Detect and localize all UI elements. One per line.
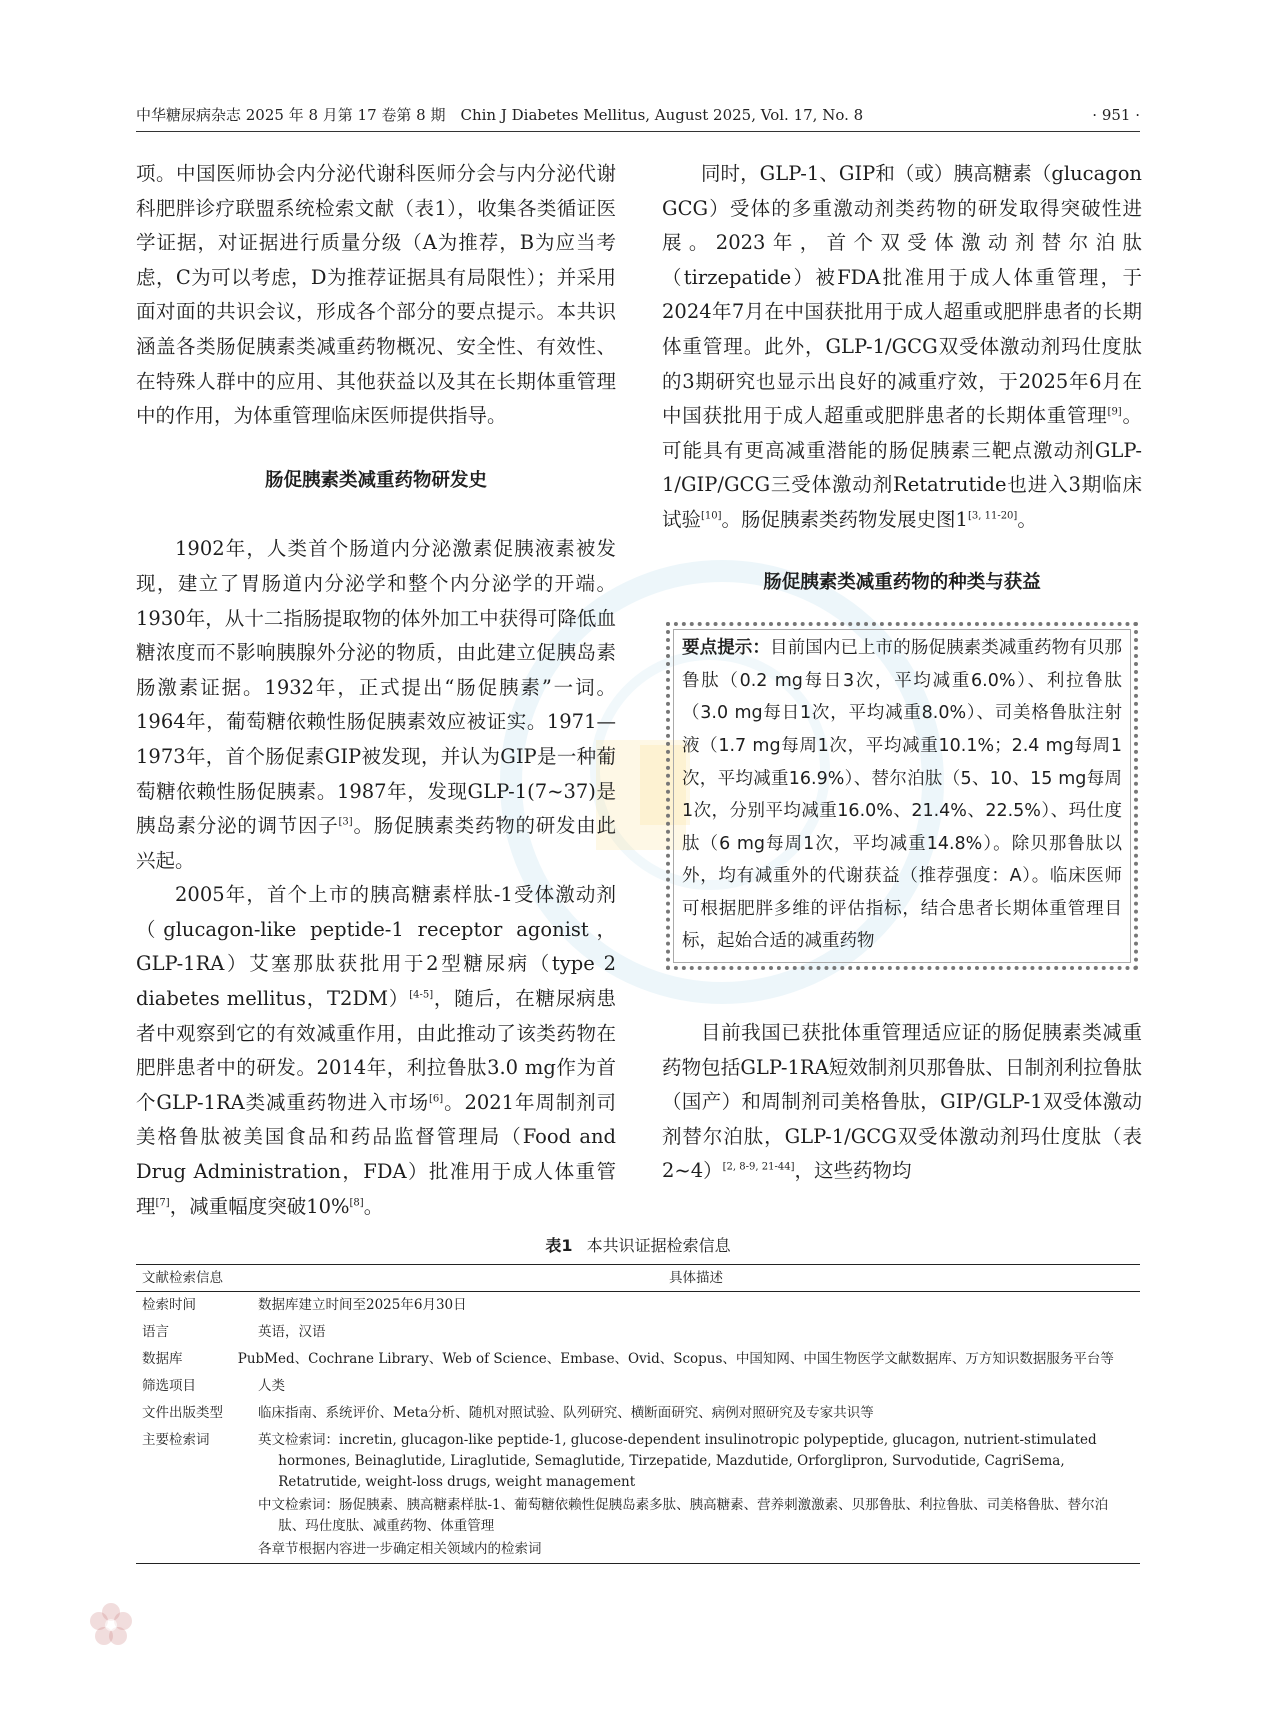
page-number: · 951 ·: [1092, 106, 1140, 124]
left-column: [136, 157, 616, 1224]
table-row: [136, 1319, 1140, 1346]
publisher-watermark: [86, 1600, 606, 1650]
key-points-label: 要点提示：: [682, 638, 771, 659]
keywords-note: 各章节根据内容进一步确定相关领域内的检索词: [258, 1541, 542, 1557]
paragraph-history-1902: 1902年，人类首个肠道内分泌激素促胰液素被发现，建立了胃肠道内分泌学和整个内分泌学的开端。1930年，从十二指肠提取物的体外加工中获得可降低血糖浓度而不影响胰腺外分泌的物质，由此建立促胰岛素肠激素证据。1932年，正式提出“肠促胰素”一词。1964年，葡萄糖依赖性肠促胰素效应被证实。1971—1973年，首个肠促素GIP被发现，并认为GIP是一种葡萄糖依赖性肠促胰素。1987年，发现GLP-1(7~37)是胰岛素分泌的调节因子[3]。肠促胰素类药物的研发由此兴起。: [136, 537, 616, 872]
table-cell-label: 主要检索词: [136, 1427, 252, 1564]
section-heading-types-benefits: 肠促胰素类减重药物的种类与获益: [763, 571, 1041, 593]
table-1-search-info: [136, 1264, 1140, 1564]
right-column: [662, 157, 1142, 1189]
citation-ref: [10]: [701, 510, 722, 522]
flower-logo-icon: [86, 1600, 136, 1650]
header-rule: [136, 131, 1140, 132]
table-cell-label: 文件出版类型: [142, 1405, 223, 1421]
table-header-info: 文献检索信息: [136, 1265, 252, 1292]
running-header: [136, 102, 1140, 128]
table-cell-value: 临床指南、系统评价、Meta分析、随机对照试验、队列研究、横断面研究、病例对照研究及专家共识等: [258, 1405, 874, 1421]
paragraph-approved-drugs: 目前我国已获批体重管理适应证的肠促胰素类减重药物包括GLP-1RA短效制剂贝那鲁肽、日制剂利拉鲁肽（国产）和周制剂司美格鲁肽，GIP/GLP-1双受体激动剂替尔泊肽，GLP-1/GCG双受体激动剂玛仕度肽（表2~4）[2, 8-9, 21-44]，这些药物均: [662, 1021, 1142, 1183]
citation-ref: [7]: [155, 1197, 170, 1209]
keywords-chinese: 中文检索词：肠促胰素、胰高糖素样肽-1、葡萄糖依赖性促胰岛素多肽、胰高糖素、营养刺激激素、贝那鲁肽、利拉鲁肽、司美格鲁肽、替尔泊肽、玛仕度肽、减重药物、体重管理: [258, 1497, 1109, 1534]
paragraph-intro-continued: 项。中国医师协会内分泌代谢科医师分会与内分泌代谢科肥胖诊疗联盟系统检索文献（表1），收集各类循证医学证据，对证据进行质量分级（A为推荐，B为应当考虑，C为可以考虑，D为推荐证据具有局限性）；并采用面对面的共识会议，形成各个部分的要点提示。本共识涵盖各类肠促胰素类减重药物概况、安全性、有效性、在特殊人群中的应用、其他获益以及其在长期体重管理中的作用，为体重管理临床医师提供指导。: [136, 162, 616, 428]
table-row: [136, 1292, 1140, 1320]
table-row: [136, 1346, 1140, 1373]
table-row: [136, 1373, 1140, 1400]
key-points-box: [666, 622, 1138, 970]
table-cell-label: 检索时间: [142, 1297, 196, 1313]
table-cell-label: 数据库: [142, 1351, 183, 1367]
table-cell-label: 筛选项目: [142, 1378, 196, 1394]
table-1-caption: [136, 1234, 1140, 1258]
citation-ref: [6]: [429, 1093, 444, 1105]
table-cell-value: PubMed、Cochrane Library、Web of Science、Embase、Ovid、Scopus、中国知网、中国生物医学文献数据库、万方知识数据服务平台等: [237, 1351, 1114, 1367]
table-header-description: 具体描述: [252, 1265, 1140, 1292]
table-row-keywords: [136, 1427, 1140, 1564]
citation-ref: [2, 8-9, 21-44]: [722, 1161, 795, 1173]
keywords-english: 英文检索词：incretin, glucagon-like peptide-1, glucose-dependent insulinotropic polypeptide, glucagon, nutrient-stimulated hormones, Beinaglutide, Liraglutide, Semaglutide, Tirzepatide, Mazdutide, Orforglipron, Survodutide, CagriSema, Retatrutide, weight-loss drugs, weight management: [258, 1432, 1097, 1490]
paragraph-multi-agonists: 同时，GLP-1、GIP和（或）胰高糖素（glucagon GCG）受体的多重激动剂类药物的研发取得突破性进展。2023年，首个双受体激动剂替尔泊肽（tirzepatide）被FDA批准用于成人体重管理，于2024年7月在中国获批用于成人超重或肥胖患者的长期体重管理。此外，GLP-1/GCG双受体激动剂玛仕度肽的3期研究也显示出良好的减重疗效，于2025年6月在中国获批用于成人超重或肥胖患者的长期体重管理[9]。可能具有更高减重潜能的肠促胰素三靶点激动剂GLP-1/GIP/GCG三受体激动剂Retatrutide也进入3期临床试验[10]。肠促胰素类药物发展史图1[3, 11-20]。: [662, 162, 1142, 531]
citation-ref: [3, 11-20]: [967, 510, 1018, 522]
journal-citation: 中华糖尿病杂志 2025 年 8 月第 17 卷第 8 期 Chin J Diabetes Mellitus, August 2025, Vol. 17, No. 8: [136, 106, 864, 124]
table-row: [136, 1400, 1140, 1427]
table-number: 表1: [545, 1236, 573, 1255]
citation-ref: [3]: [338, 816, 353, 828]
citation-ref: [4-5]: [409, 989, 434, 1001]
paragraph-history-2005: 2005年，首个上市的胰高糖素样肽-1受体激动剂（glucagon-like peptide-1 receptor agonist，GLP-1RA）艾塞那肽获批用于2型糖尿病（type 2 diabetes mellitus，T2DM）[4-5]，随后，在糖尿病患者中观察到它的有效减重作用，由此推动了该类药物在肥胖患者中的研发。2014年，利拉鲁肽3.0 mg作为首个GLP-1RA类减重药物进入市场[6]。2021年周制剂司美格鲁肽被美国食品和药品监督管理局（Food and Drug Administration，FDA）批准用于成人体重管理[7]，减重幅度突破10%[8]。: [136, 883, 616, 1218]
table-cell-label: 语言: [142, 1324, 169, 1340]
table-cell-value: 人类: [258, 1378, 285, 1394]
table-cell-keywords: [252, 1427, 1140, 1564]
citation-ref: [8]: [349, 1197, 364, 1209]
table-title: 本共识证据检索信息: [586, 1236, 731, 1255]
citation-ref: [9]: [1107, 406, 1122, 418]
table-header-row: [136, 1265, 1140, 1292]
table-cell-value: 数据库建立时间至2025年6月30日: [258, 1297, 467, 1313]
section-heading-history: 肠促胰素类减重药物研发史: [264, 469, 487, 491]
key-points-text: 目前国内已上市的肠促胰素类减重药物有贝那鲁肽（0.2 mg每日3次，平均减重6.0%）、利拉鲁肽（3.0 mg每日1次，平均减重8.0%）、司美格鲁肽注射液（1.7 mg每周1次，平均减重10.1%；2.4 mg每周1次，平均减重16.9%）、替尔泊肽（5、10、15 mg每周1次，分别平均减重16.0%、21.4%、22.5%）、玛仕度肽（6 mg每周1次，平均减重14.8%）。除贝那鲁肽以外，均有减重外的代谢获益（推荐强度：A）。临床医师可根据肥胖多维的评估指标，结合患者长期体重管理目标，起始合适的减重药物: [682, 638, 1123, 952]
table-cell-value: 英语，汉语: [258, 1324, 326, 1340]
